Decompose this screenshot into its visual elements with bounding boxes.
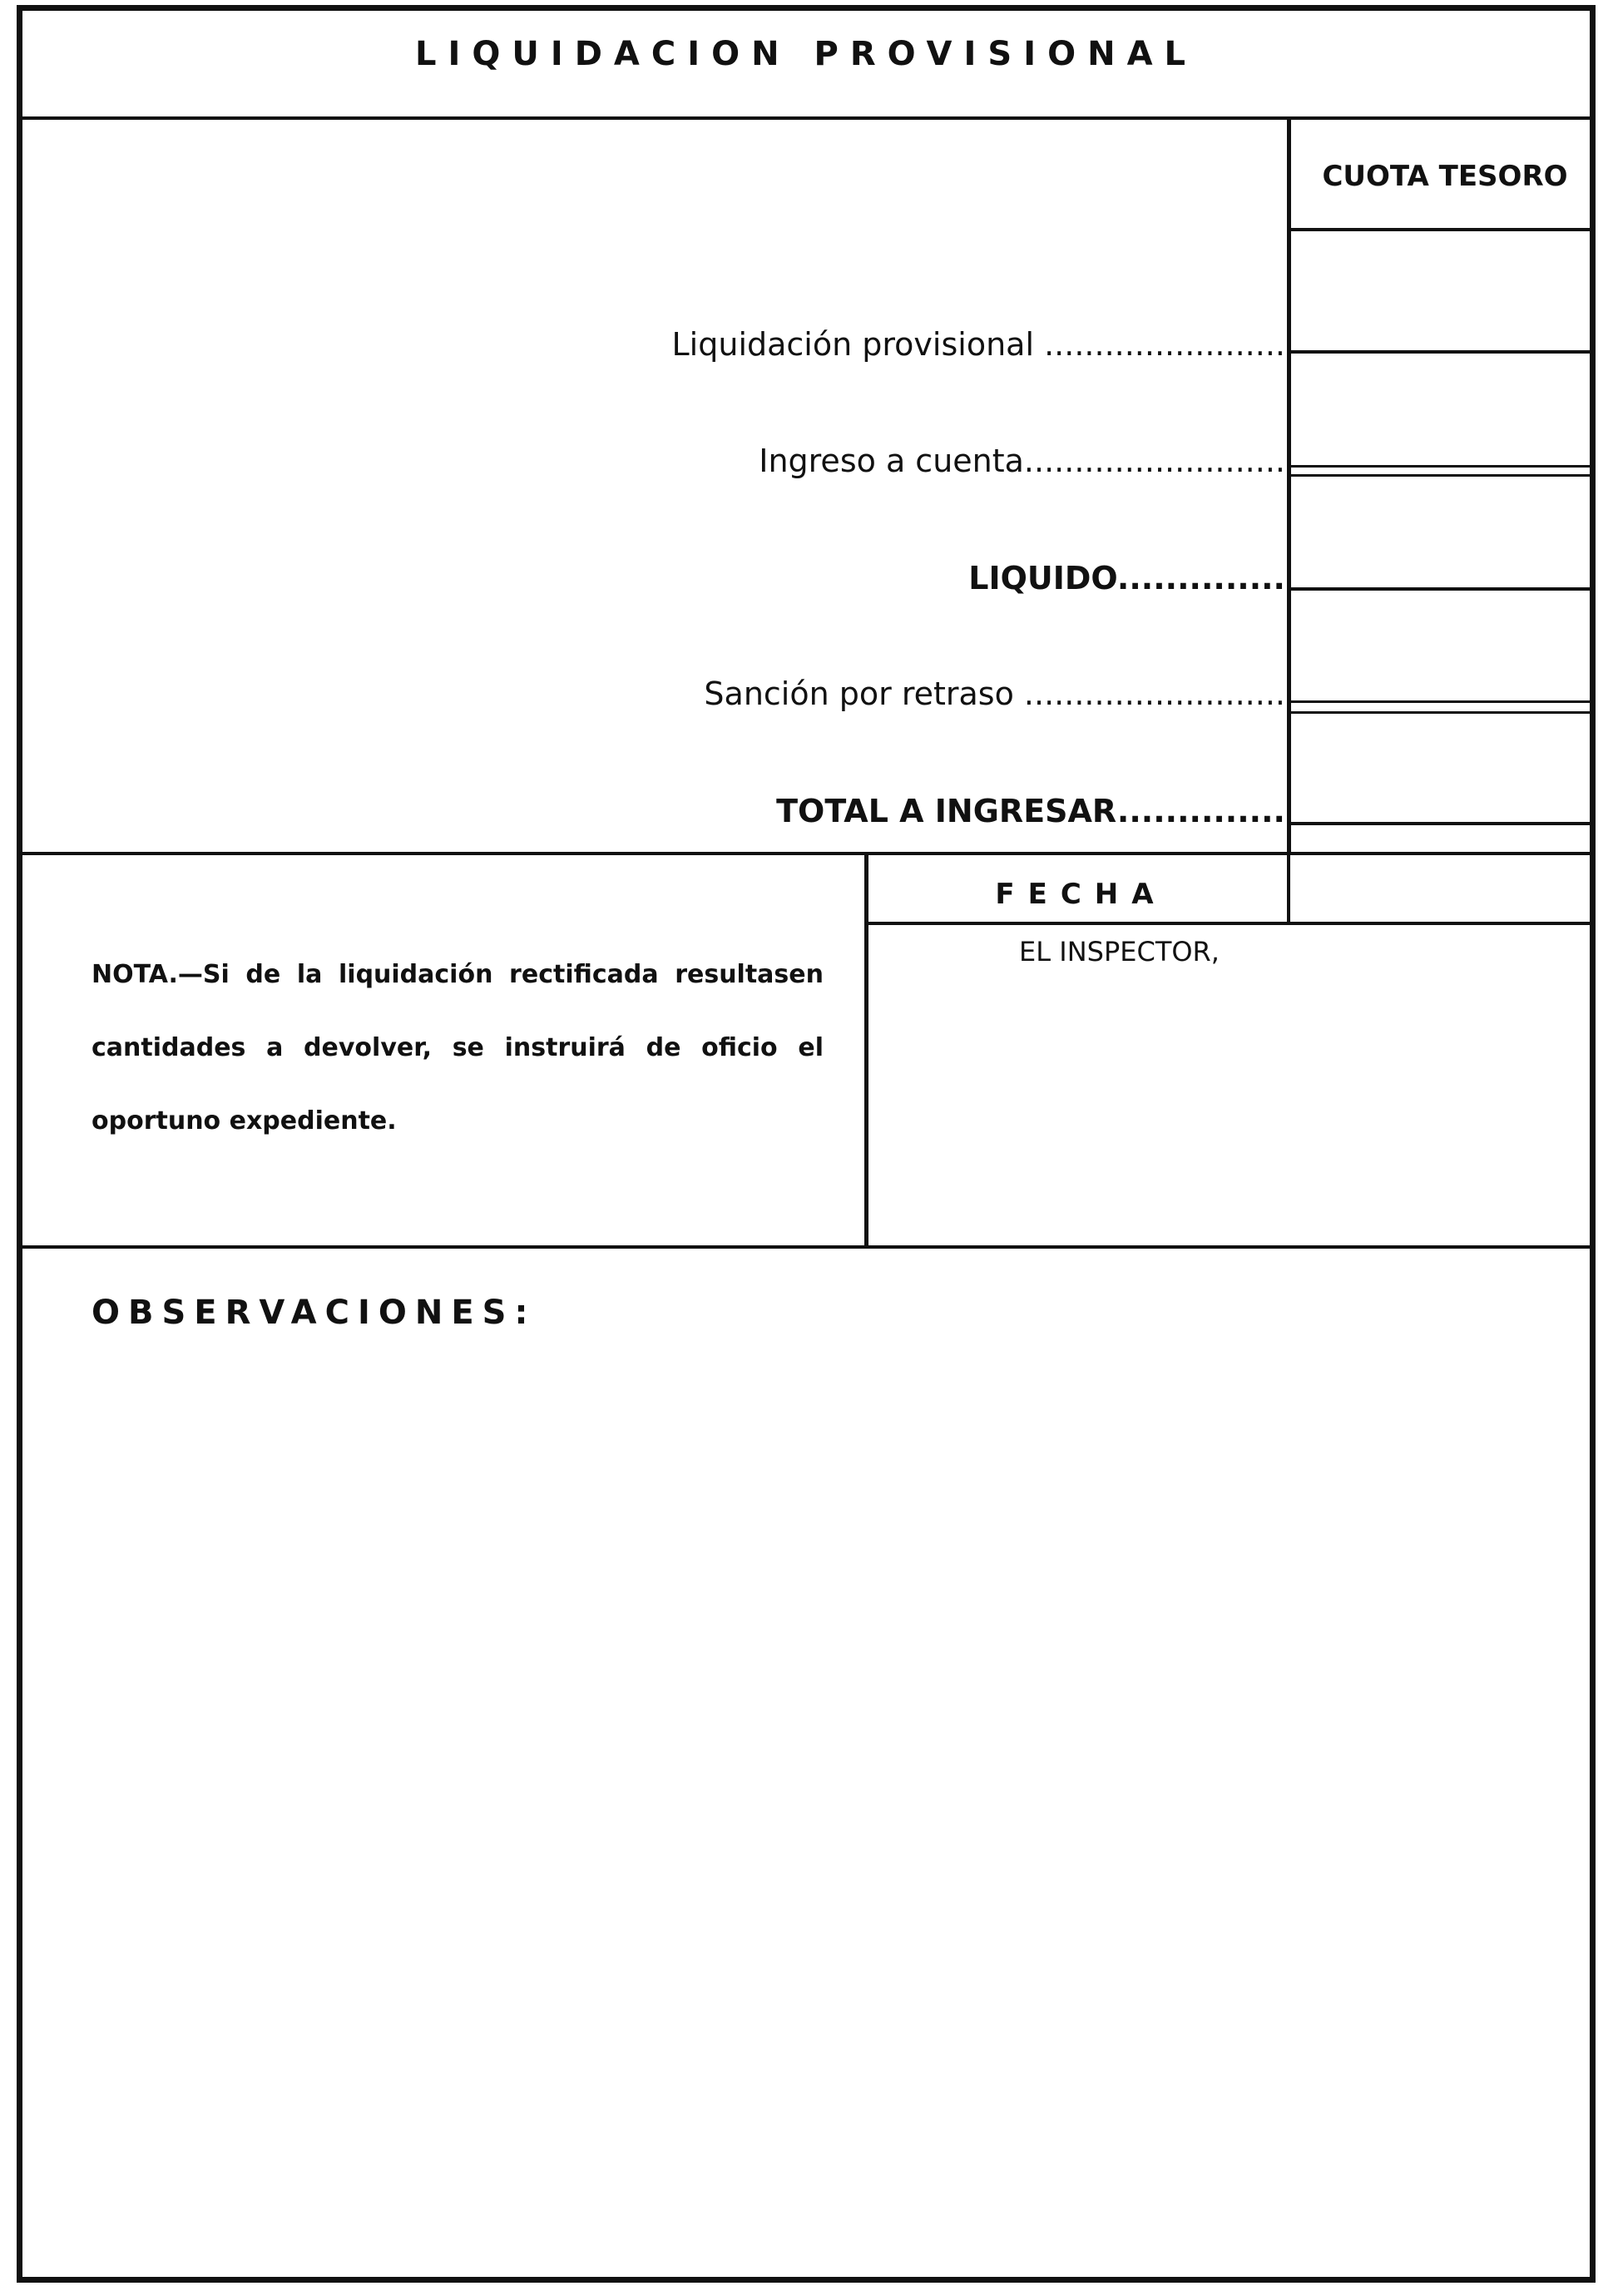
fecha-label: FECHA <box>995 878 1167 911</box>
inspector-label: EL INSPECTOR, <box>1019 936 1220 967</box>
amount-line-liquido <box>1287 587 1596 591</box>
observaciones-label: OBSERVACIONES: <box>92 1294 537 1332</box>
fecha-underline <box>868 922 1596 925</box>
cuota-header-underline <box>1287 228 1596 231</box>
row-total-a-ingresar: TOTAL A INGRESAR.............. <box>776 793 1285 829</box>
amount-line-sancion-2 <box>1287 711 1596 714</box>
amount-line-sancion-1 <box>1287 700 1596 703</box>
amount-line-total <box>1287 822 1596 825</box>
section-divider-upper <box>17 852 1596 855</box>
nota-text: NOTA.—Si de la liquidación rectificada resultasen cantidades a devolver, se instruirá de oficio el oportuno expediente. <box>92 960 824 1136</box>
amount-line-ingreso-2 <box>1287 474 1596 477</box>
cuota-tesoro-header: CUOTA TESORO <box>1322 160 1568 193</box>
row-liquido: LIQUIDO.............. <box>968 560 1285 596</box>
title-divider <box>17 116 1596 120</box>
amount-line-ingreso-1 <box>1287 465 1596 468</box>
row-ingreso-a-cuenta: Ingreso a cuenta.......................... <box>759 443 1285 479</box>
amount-line-liquidacion <box>1287 350 1596 354</box>
row-sancion-por-retraso: Sanción por retraso .......................... <box>704 675 1285 712</box>
nota-fecha-divider <box>864 855 868 1248</box>
section-divider-lower <box>17 1245 1596 1249</box>
form-title: LIQUIDACION PROVISIONAL <box>414 35 1198 73</box>
row-liquidacion-provisional: Liquidación provisional ........................ <box>671 326 1285 363</box>
